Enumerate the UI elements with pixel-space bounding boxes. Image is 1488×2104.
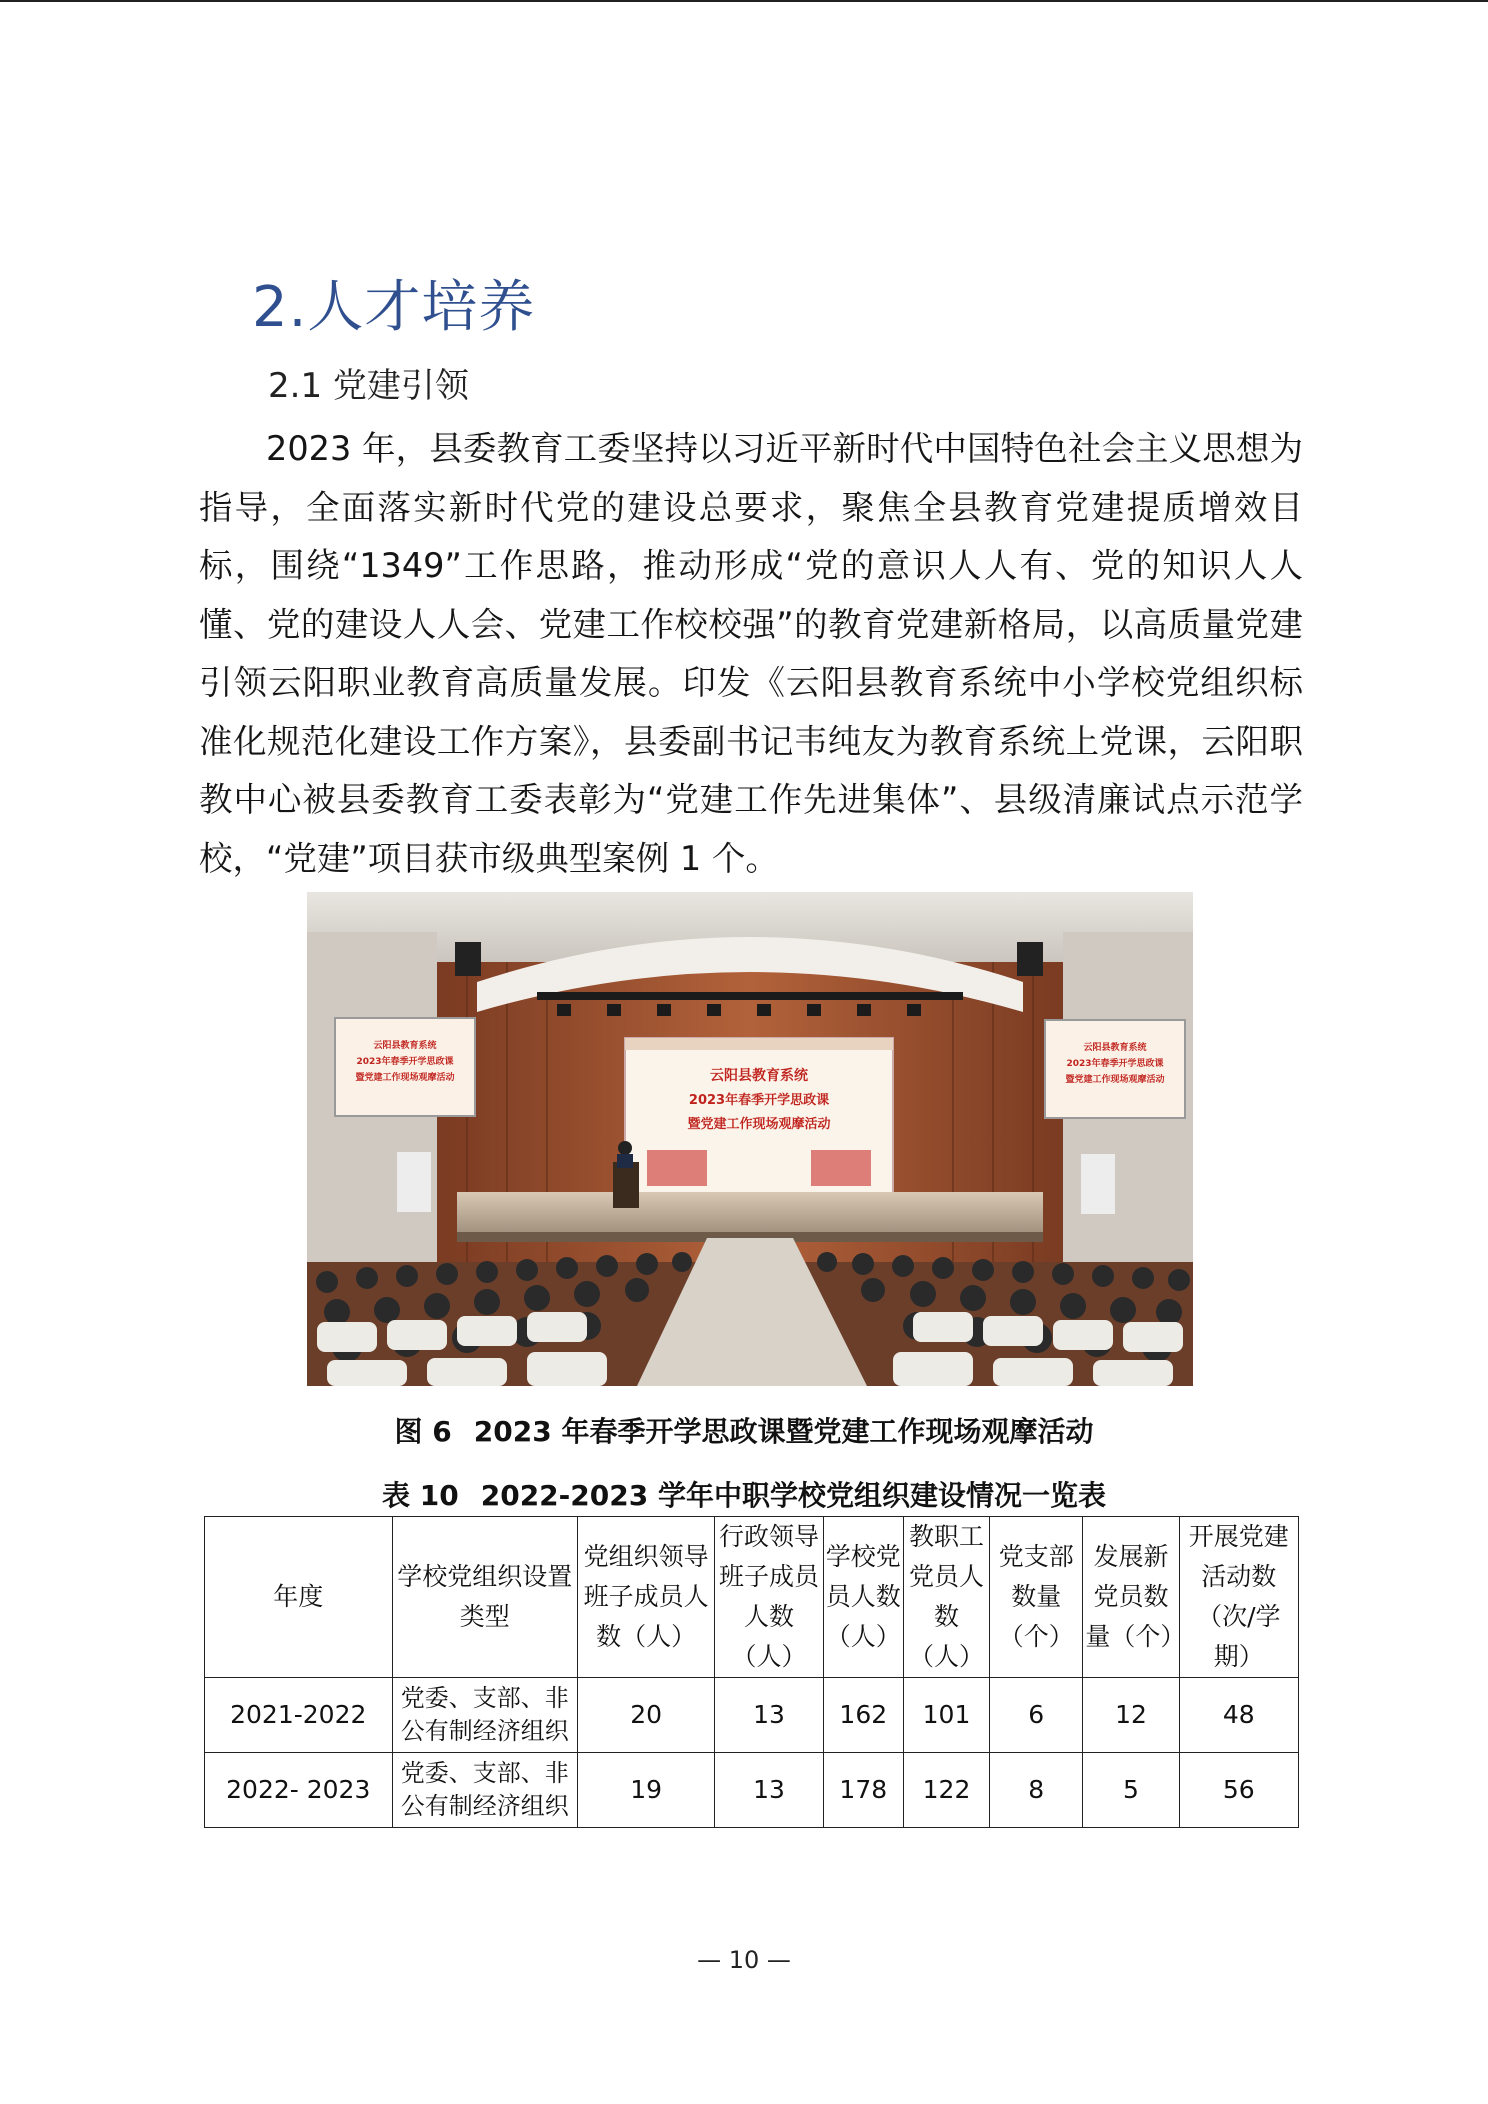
cell-new-members: 5 [1083,1753,1179,1828]
header-org-type: 学校党组织设置类型 [392,1517,578,1678]
header-branch-count: 党支部数量（个） [990,1517,1083,1678]
figure-caption [0,1410,1488,1450]
right-screen-line-1: 云阳县教育系统 [1083,1043,1147,1053]
right-screen-line-2: 2023年春季开学思政课 [1066,1059,1164,1069]
header-activities: 开展党建活动数（次/学期） [1179,1517,1298,1678]
figure-caption-text: 2023 年春季开学思政课暨党建工作现场观摩活动 [473,1415,1094,1448]
header-admin-members: 行政领导班子成员人数（人） [715,1517,823,1678]
center-screen-line-2: 2023年春季开学思政课 [688,1093,830,1108]
cell-leadership-members: 20 [578,1678,715,1753]
event-photo [307,892,1193,1386]
cell-year: 2022- 2023 [205,1753,393,1828]
cell-org-type: 党委、支部、非公有制经济组织 [392,1678,578,1753]
center-screen-line-1: 云阳县教育系统 [710,1068,808,1084]
cell-new-members: 12 [1083,1678,1179,1753]
cell-school-party-members: 178 [823,1753,903,1828]
cell-org-type: 党委、支部、非公有制经济组织 [392,1753,578,1828]
body-paragraph: 2023 年，县委教育工委坚持以习近平新时代中国特色社会主义思想为指导，全面落实新时代党的建设总要求，聚焦全县教育党建提质增效目标，围绕“1349”工作思路，推动形成“党的意识人人有、党的知识人人懂、党的建设人人会、党建工作校校强”的教育党建新格局，以高质量党建引领云阳职业教育高质量发展。印发《云阳县教育系统中小学校党组织标准化规范化建设工作方案》，县委副书记韦纯友为教育系统上党课，云阳职教中心被县委教育工委表彰为“党建工作先进集体”、县级清廉试点示范学校，“党建”项目获市级典型案例 1 个。 [199,429,1303,878]
table-row [205,1678,1299,1753]
table-number: 表 10 [382,1479,459,1512]
header-leadership-members: 党组织领导班子成员人数（人） [578,1517,715,1678]
table-caption [0,1474,1488,1514]
cell-branch-count: 8 [990,1753,1083,1828]
header-new-members: 发展新党员数量（个） [1083,1517,1179,1678]
table-header-row [205,1517,1299,1678]
cell-admin-members: 13 [715,1678,823,1753]
header-school-party-members: 学校党员人数（人） [823,1517,903,1678]
cell-admin-members: 13 [715,1753,823,1828]
left-screen-line-2: 2023年春季开学思政课 [356,1057,454,1067]
cell-activities: 48 [1179,1678,1298,1753]
cell-staff-party-members: 122 [903,1753,989,1828]
cell-leadership-members: 19 [578,1753,715,1828]
left-screen-line-1: 云阳县教育系统 [373,1041,437,1051]
cell-year: 2021-2022 [205,1678,393,1753]
right-screen-line-3: 暨党建工作现场观摩活动 [1065,1075,1165,1085]
party-organization-table [204,1516,1299,1828]
header-staff-party-members: 教职工党员人数（人） [903,1517,989,1678]
center-screen-line-3: 暨党建工作现场观摩活动 [687,1117,831,1132]
page-number: — 10 — [697,1946,791,1974]
cell-school-party-members: 162 [823,1678,903,1753]
left-screen-line-3: 暨党建工作现场观摩活动 [355,1073,455,1083]
cell-staff-party-members: 101 [903,1678,989,1753]
subsection-title: 2.1 党建引领 [268,366,469,406]
cell-activities: 56 [1179,1753,1298,1828]
cell-branch-count: 6 [990,1678,1083,1753]
top-border [0,0,1488,2]
table-row [205,1753,1299,1828]
header-year: 年度 [205,1517,393,1678]
table-caption-text: 2022-2023 学年中职学校党组织建设情况一览表 [480,1479,1106,1512]
section-title: 2.人才培养 [252,275,536,340]
figure-number: 图 6 [394,1415,452,1448]
